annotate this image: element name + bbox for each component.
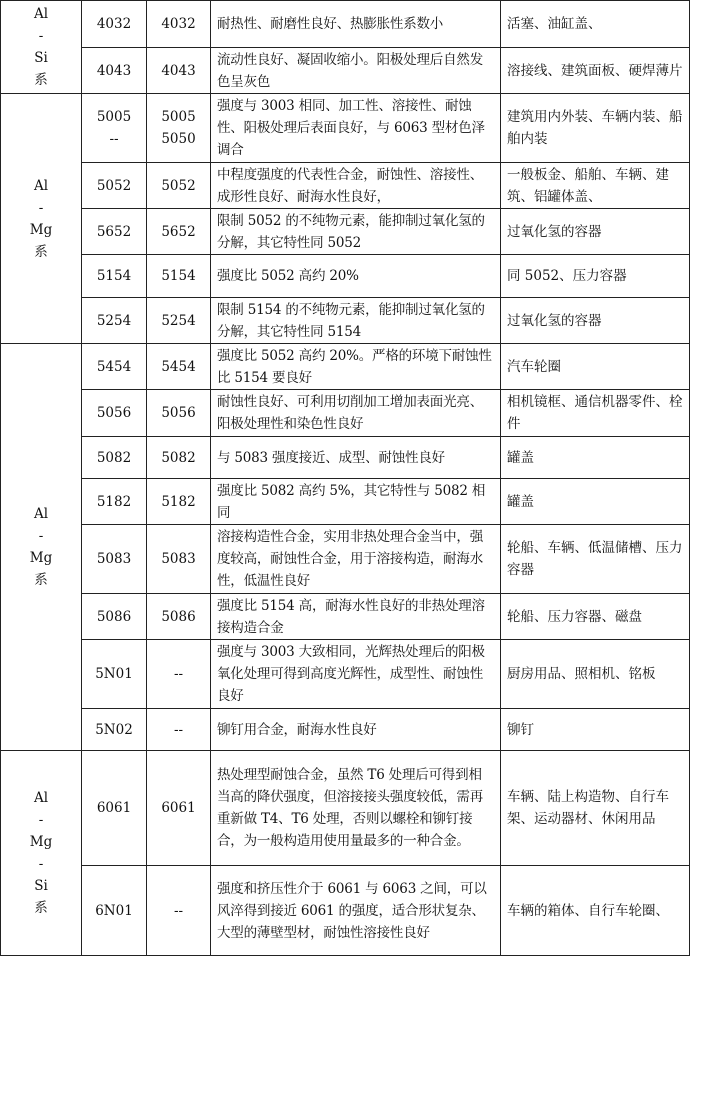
alloy-code-cell: 5N02 bbox=[82, 709, 147, 751]
alloy-code-cell: 5454 bbox=[82, 344, 147, 390]
application-cell: 车辆、陆上构造物、自行车架、运动器材、休闲用品 bbox=[501, 751, 690, 866]
application-cell: 轮船、车辆、低温储槽、压力容器 bbox=[501, 525, 690, 594]
table-row bbox=[1, 298, 690, 344]
series-label-line: 系 bbox=[34, 900, 48, 916]
application-cell: 一般板金、船舶、车辆、建筑、铝罐体盖、 bbox=[501, 163, 690, 209]
application-cell: 轮船、压力容器、磁盘 bbox=[501, 594, 690, 640]
property-cell: 耐蚀性良好、可利用切削加工增加表面光亮、阳极处理性和染色性良好 bbox=[211, 390, 501, 437]
alloy-code-cell: 4032 bbox=[82, 1, 147, 48]
table-row bbox=[1, 209, 690, 255]
property-cell: 耐热性、耐磨性良好、热膨胀性系数小 bbox=[211, 1, 501, 48]
alloy-code-alt-cell: 5254 bbox=[147, 298, 211, 344]
alloy-series-cell bbox=[1, 1, 82, 94]
application-cell: 过氧化氢的容器 bbox=[501, 209, 690, 255]
table-row bbox=[1, 390, 690, 437]
alloy-code-cell: 5082 bbox=[82, 437, 147, 479]
alloy-code-alt-cell: 5454 bbox=[147, 344, 211, 390]
property-cell: 限制 5052 的不纯物元素，能抑制过氧化氢的分解，其它特性同 5052 bbox=[211, 209, 501, 255]
property-cell: 强度与 3003 大致相同，光辉热处理后的阳极氧化处理可得到高度光辉性，成型性、耐蚀性良好 bbox=[211, 640, 501, 709]
property-cell: 强度和挤压性介于 6061 与 6063 之间，可以风淬得到接近 6061 的强度，适合形状复杂、大型的薄壁型材，耐蚀性溶接性良好 bbox=[211, 866, 501, 956]
property-cell: 强度比 5082 高约 5%，其它特性与 5082 相同 bbox=[211, 479, 501, 525]
application-cell: 溶接线、建筑面板、硬焊薄片 bbox=[501, 48, 690, 94]
table-row bbox=[1, 163, 690, 209]
table-row bbox=[1, 709, 690, 751]
application-cell: 厨房用品、照相机、铭板 bbox=[501, 640, 690, 709]
series-label-line: Mg bbox=[29, 550, 53, 566]
alloy-code-alt-cell: 5005 5050 bbox=[147, 94, 211, 163]
application-cell: 建筑用内外装、车辆内装、船舶内装 bbox=[501, 94, 690, 163]
alloy-code-alt-cell: 5086 bbox=[147, 594, 211, 640]
alloy-series-cell bbox=[1, 344, 82, 751]
alloy-code-cell: 5056 bbox=[82, 390, 147, 437]
alloy-code-alt-cell: 5056 bbox=[147, 390, 211, 437]
property-cell: 强度比 5052 高约 20%。严格的环境下耐蚀性比 5154 要良好 bbox=[211, 344, 501, 390]
table-row bbox=[1, 479, 690, 525]
series-label-line: Al bbox=[33, 177, 49, 194]
application-cell: 罐盖 bbox=[501, 437, 690, 479]
alloy-code-alt-cell: 4032 bbox=[147, 1, 211, 48]
alloy-code-alt-cell: 6061 bbox=[147, 751, 211, 866]
application-cell: 活塞、油缸盖、 bbox=[501, 1, 690, 48]
alloy-code-alt-cell: 5652 bbox=[147, 209, 211, 255]
alloy-code-alt-cell: 5082 bbox=[147, 437, 211, 479]
alloy-code-cell: 6N01 bbox=[82, 866, 147, 956]
property-cell: 强度与 3003 相同、加工性、溶接性、耐蚀性、阳极处理后表面良好，与 6063 型材色泽调合 bbox=[211, 94, 501, 163]
series-label-line: - bbox=[38, 528, 44, 544]
table-row bbox=[1, 525, 690, 594]
alloy-code-alt-cell: 5182 bbox=[147, 479, 211, 525]
alloy-code-cell: 4043 bbox=[82, 48, 147, 94]
table-row bbox=[1, 437, 690, 479]
table-row bbox=[1, 344, 690, 390]
alloy-code-alt-cell: 5154 bbox=[147, 255, 211, 298]
property-cell: 强度比 5154 高，耐海水性良好的非热处理溶接构造合金 bbox=[211, 594, 501, 640]
table-row bbox=[1, 594, 690, 640]
property-cell: 溶接构造性合金，实用非热处理合金当中，强度较高，耐蚀性合金，用于溶接构造，耐海水性，低温性良好 bbox=[211, 525, 501, 594]
alloy-code-alt-cell: 5052 bbox=[147, 163, 211, 209]
table-row bbox=[1, 1, 690, 48]
alloy-code-alt-cell: -- bbox=[147, 709, 211, 751]
alloy-code-cell: 5182 bbox=[82, 479, 147, 525]
application-cell: 铆钉 bbox=[501, 709, 690, 751]
application-cell: 相机镜框、通信机器零件、栓件 bbox=[501, 390, 690, 437]
application-cell: 罐盖 bbox=[501, 479, 690, 525]
application-cell: 汽车轮圈 bbox=[501, 344, 690, 390]
series-label-line: Mg bbox=[29, 221, 53, 238]
alloy-series-cell bbox=[1, 94, 82, 344]
series-label-line: Si bbox=[34, 878, 48, 894]
series-label-line: 系 bbox=[34, 243, 48, 260]
series-label-line: 系 bbox=[34, 72, 48, 88]
series-label-line: Mg bbox=[29, 834, 53, 850]
series-label-line: - bbox=[38, 199, 44, 216]
series-label-line: Al bbox=[33, 6, 49, 22]
series-label-line: - bbox=[38, 812, 44, 828]
property-cell: 热处理型耐蚀合金，虽然 T6 处理后可得到相当高的降伏强度，但溶接接头强度较低，需再重新做 T4、T6 处理，否则以螺栓和铆钉接合，为一般构造用使用量最多的一种合金。 bbox=[211, 751, 501, 866]
alloy-code-cell: 5N01 bbox=[82, 640, 147, 709]
property-cell: 铆钉用合金，耐海水性良好 bbox=[211, 709, 501, 751]
property-cell: 流动性良好、凝固收缩小。阳极处理后自然发色呈灰色 bbox=[211, 48, 501, 94]
property-cell: 限制 5154 的不纯物元素，能抑制过氧化氢的分解，其它特性同 5154 bbox=[211, 298, 501, 344]
alloy-code-alt-cell: -- bbox=[147, 640, 211, 709]
application-cell: 同 5052、压力容器 bbox=[501, 255, 690, 298]
table-row bbox=[1, 866, 690, 956]
property-cell: 强度比 5052 高约 20% bbox=[211, 255, 501, 298]
application-cell: 车辆的箱体、自行车轮圈、 bbox=[501, 866, 690, 956]
alloy-code-cell: 5083 bbox=[82, 525, 147, 594]
series-label-line: Al bbox=[33, 790, 49, 806]
table-row bbox=[1, 48, 690, 94]
alloy-code-cell: 5254 bbox=[82, 298, 147, 344]
application-cell: 过氧化氢的容器 bbox=[501, 298, 690, 344]
table-row bbox=[1, 255, 690, 298]
table-row bbox=[1, 751, 690, 866]
table-row bbox=[1, 640, 690, 709]
alloy-code-cell: 5154 bbox=[82, 255, 147, 298]
series-label-line: 系 bbox=[34, 572, 48, 588]
alloy-code-alt-cell: 4043 bbox=[147, 48, 211, 94]
alloy-code-cell: 5005 -- bbox=[82, 94, 147, 163]
alloy-code-cell: 5052 bbox=[82, 163, 147, 209]
series-label-line: Al bbox=[33, 506, 49, 522]
property-cell: 中程度强度的代表性合金，耐蚀性、溶接性、成形性良好、耐海水性良好， bbox=[211, 163, 501, 209]
table-row bbox=[1, 94, 690, 163]
alloy-code-cell: 5086 bbox=[82, 594, 147, 640]
alloy-code-alt-cell: 5083 bbox=[147, 525, 211, 594]
alloy-code-cell: 5652 bbox=[82, 209, 147, 255]
series-label-line: Si bbox=[34, 50, 48, 66]
series-label-line: - bbox=[38, 856, 44, 872]
series-label-line: - bbox=[38, 28, 44, 44]
alloy-code-alt-cell: -- bbox=[147, 866, 211, 956]
alloy-code-cell: 6061 bbox=[82, 751, 147, 866]
property-cell: 与 5083 强度接近、成型、耐蚀性良好 bbox=[211, 437, 501, 479]
alloy-series-cell bbox=[1, 751, 82, 956]
